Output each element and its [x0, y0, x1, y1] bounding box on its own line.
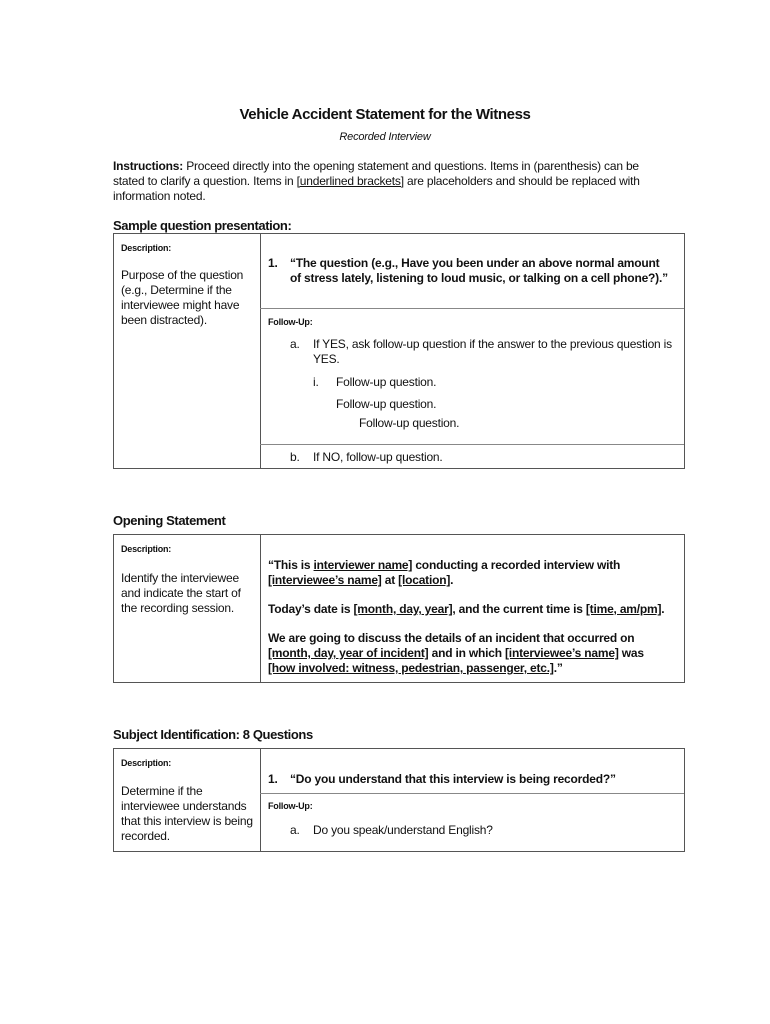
placeholder: interviewer name] — [313, 558, 413, 572]
followup-i-text: Follow-up question. — [336, 375, 437, 389]
column-divider — [260, 233, 261, 469]
instructions-paragraph — [113, 159, 673, 204]
text: was — [618, 646, 644, 660]
question-number: 1. — [268, 256, 278, 270]
followup-b-marker: b. — [290, 450, 300, 464]
column-divider — [260, 748, 261, 852]
text: conducting a recorded interview with — [412, 558, 621, 572]
description-label: Description: — [121, 544, 172, 554]
opening-box — [113, 534, 685, 683]
placeholder: [location] — [398, 573, 451, 587]
opening-paragraph-2 — [268, 602, 680, 617]
description-text: Purpose of the question (e.g., Determine if the interviewee might have been distracted). — [121, 268, 244, 327]
subject-box — [113, 748, 685, 852]
text: “This is — [268, 558, 314, 572]
description-label: Description: — [121, 243, 172, 253]
placeholder: [how involved: witness, pedestrian, passenger, etc.] — [268, 661, 554, 675]
text: and in which — [428, 646, 506, 660]
followup-a-text: If YES, ask follow-up question if the answer to the previous question is YES. — [313, 337, 672, 366]
opening-paragraph-1 — [268, 558, 678, 588]
row-divider — [260, 793, 684, 794]
followup-label: Follow-Up: — [268, 801, 313, 811]
sample-box — [113, 233, 685, 469]
instructions-text-1: Proceed directly into the opening statement and questions. Items in (parenthesis) can be stated to clarify a question. Items in — [113, 159, 639, 188]
instructions-label: Instructions: — [113, 159, 184, 173]
description-text: Identify the interviewee and indicate the start of the recording session. — [121, 571, 241, 615]
followup-a-marker: a. — [290, 823, 300, 837]
row-divider — [260, 444, 684, 445]
sample-heading: Sample question presentation: — [113, 218, 292, 233]
followup-b-text: If NO, follow-up question. — [313, 450, 443, 464]
question-number: 1. — [268, 772, 278, 786]
text: , and the current time is — [452, 602, 586, 616]
followup-i-marker: i. — [313, 375, 319, 389]
followup-line-2: Follow-up question. — [336, 397, 437, 411]
text: . — [450, 573, 454, 587]
opening-heading: Opening Statement — [113, 513, 226, 528]
followup-a-text: Do you speak/understand English? — [313, 823, 493, 837]
placeholder: [interviewee’s name] — [505, 646, 619, 660]
question-text: “The question (e.g., Have you been under an above normal amount of stress lately, listening to loud music, or talking on a cell phone?).” — [290, 256, 668, 285]
placeholder: [month, day, year] — [353, 602, 453, 616]
text: . — [661, 602, 665, 616]
description-label: Description: — [121, 758, 172, 768]
text: at — [381, 573, 399, 587]
column-divider — [260, 534, 261, 683]
subject-heading: Subject Identification: 8 Questions — [113, 727, 313, 742]
document-subtitle: Recorded Interview — [339, 131, 431, 143]
question-text: “Do you understand that this interview is being recorded?” — [290, 772, 616, 786]
followup-label: Follow-Up: — [268, 317, 313, 327]
row-divider — [260, 308, 684, 309]
text: .” — [553, 661, 563, 675]
placeholder: [time, am/pm] — [585, 602, 662, 616]
text: We are going to discuss the details of an incident that occurred on — [268, 631, 635, 645]
followup-line-3: Follow-up question. — [359, 416, 460, 430]
instructions-underlined: [underlined brackets] — [296, 174, 404, 188]
instructions-text-2: are placeholders and should be replaced with information noted. — [113, 174, 640, 203]
document-title: Vehicle Accident Statement for the Witness — [239, 106, 531, 123]
placeholder: [month, day, year of incident] — [268, 646, 429, 660]
text: Today’s date is — [268, 602, 354, 616]
followup-a-marker: a. — [290, 337, 300, 351]
description-text: Determine if the interviewee understands that this interview is being recorded. — [121, 784, 253, 843]
opening-paragraph-3 — [268, 631, 666, 676]
placeholder: [interviewee’s name] — [268, 573, 382, 587]
